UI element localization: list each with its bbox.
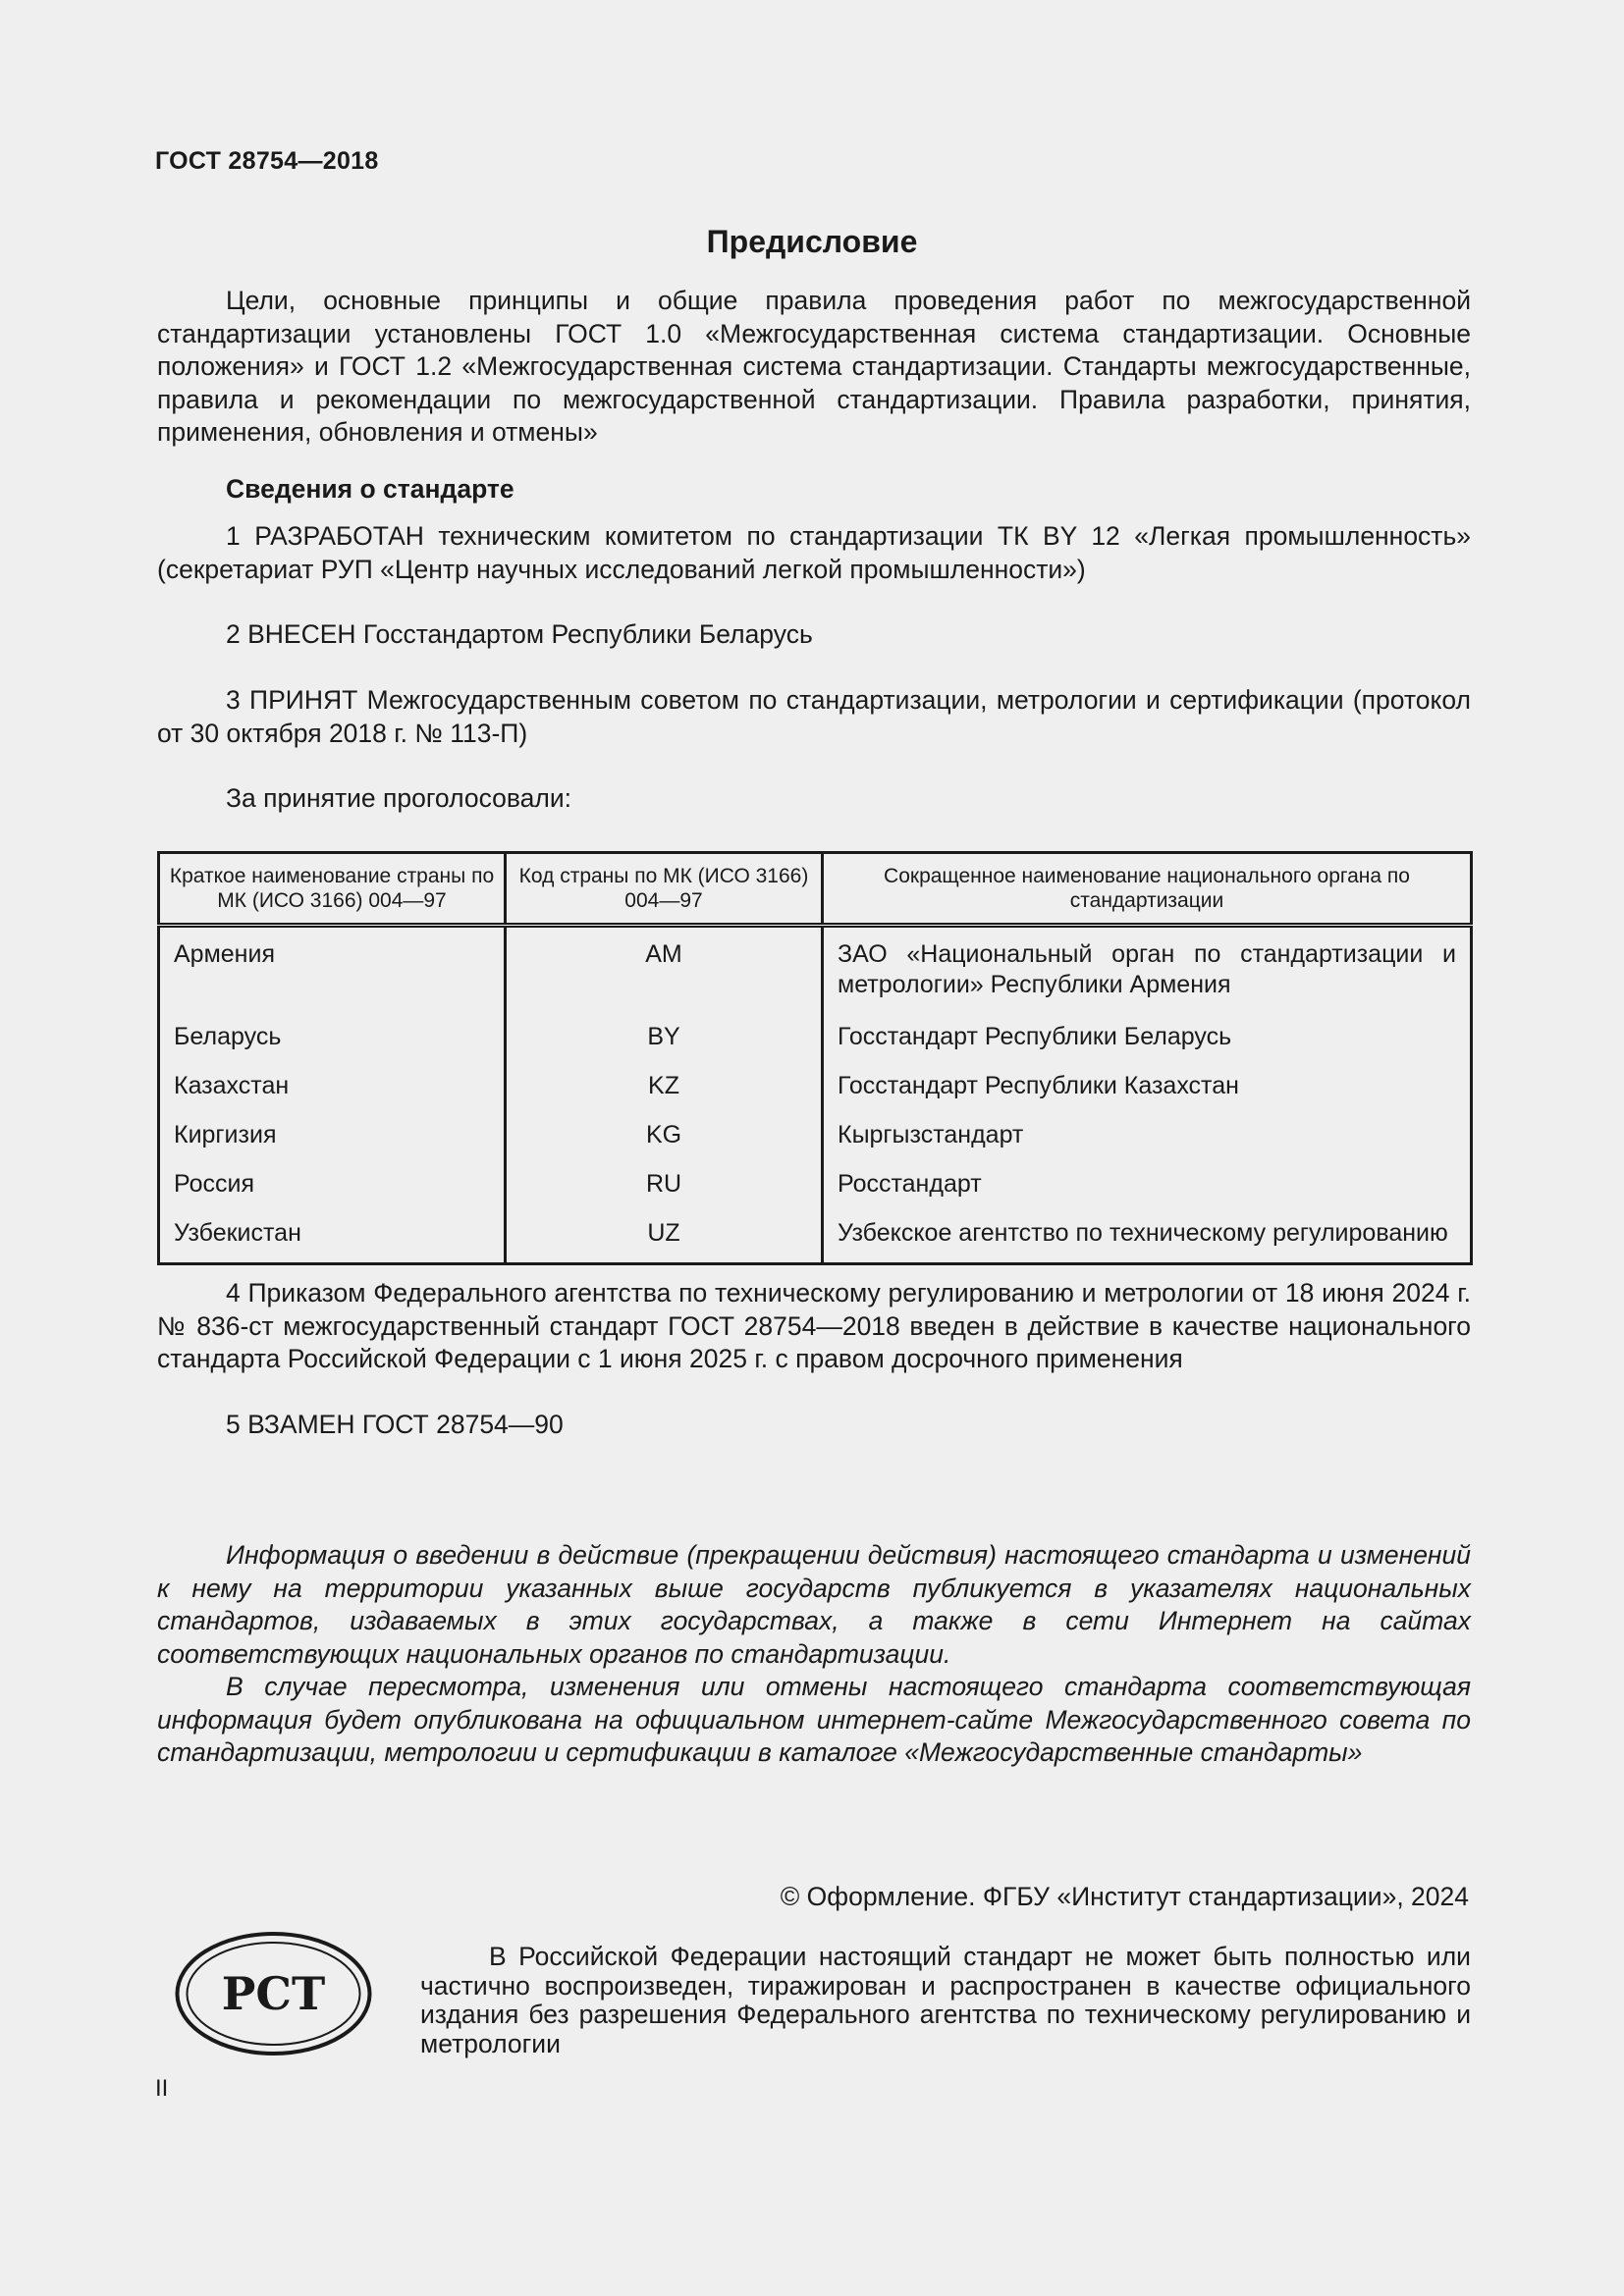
item-5-text: 5 ВЗАМЕН ГОСТ 28754—90 xyxy=(226,1410,564,1439)
cell-country: Беларусь xyxy=(159,1014,506,1063)
notice-2-text: В случае пересмотра, изменения или отмены настоящего стандарта соответствующая информация будет опубликована на официальном интернет-сайте Межгосударственного совета по стандартизации, метрологии и сертификации в каталоге «Межгосударственные стандарты» xyxy=(157,1672,1471,1767)
intro-paragraph xyxy=(157,285,1471,450)
copyright-line: © Оформление. ФГБУ «Институт стандартизации», 2024 xyxy=(780,1882,1469,1911)
item-3 xyxy=(157,684,1471,750)
cell-country: Россия xyxy=(159,1161,506,1210)
table-row xyxy=(159,1161,1472,1210)
cell-country: Узбекистан xyxy=(159,1210,506,1264)
page-number: II xyxy=(155,2075,169,2102)
voted-intro-text: За принятие проголосовали: xyxy=(226,783,572,813)
cell-org: Госстандарт Республики Беларусь xyxy=(838,1023,1232,1050)
intro-text: Цели, основные принципы и общие правила проведения работ по межгосударственной стандартизации установлены ГОСТ 1.0 «Межгосударственная система стандартизации. Основные положения» и ГОСТ 1.2 «Межгосударственная система стандартизации. Стандарты межгосударственные, правила и рекомендации по межгосударственной стандартизации. Правила разработки, принятия, применения, обновления и отмены» xyxy=(157,286,1471,447)
cell-code: AM xyxy=(506,926,823,1015)
notice-1-text: Информация о введении в действие (прекращении действия) настоящего стандарта и изменений к нему на территории указанных выше государств публикуется в указателях национальных стандартов, издаваемых в этих государствах, а также в сети Интернет на сайтах соответствующих национальных органов по стандартизации. xyxy=(157,1540,1471,1669)
cell-org: Кыргызстандарт xyxy=(838,1121,1024,1148)
table-header-row xyxy=(159,853,1472,926)
header-code: Код страны по МК (ИСО 3166) 004—97 xyxy=(506,853,823,926)
cell-code: BY xyxy=(506,1014,823,1063)
notice-paragraph-1 xyxy=(157,1539,1471,1671)
item-4 xyxy=(157,1277,1471,1376)
legal-notice-text: В Российской Федерации настоящий стандарт не может быть полностью или частично воспроизведен, тиражирован и распространен в качестве официального издания без разрешения Федерального агентства по техническому регулированию и метрологии xyxy=(420,1942,1471,2058)
item-1 xyxy=(157,520,1471,586)
item-2-text: 2 ВНЕСЕН Госстандартом Республики Беларусь xyxy=(226,619,813,649)
cell-code: UZ xyxy=(506,1210,823,1264)
item-5 xyxy=(157,1409,1471,1442)
item-1-text: 1 РАЗРАБОТАН техническим комитетом по стандартизации ТК BY 12 «Легкая промышленность» (секретариат РУП «Центр научных исследований легкой промышленности») xyxy=(157,521,1471,584)
item-2 xyxy=(157,618,1471,652)
cell-code: KG xyxy=(506,1112,823,1161)
table-row xyxy=(159,1063,1472,1112)
table-row xyxy=(159,1112,1472,1161)
voting-countries-table xyxy=(157,851,1473,1265)
page-title: Предисловие xyxy=(706,224,918,259)
cell-org: Узбекское агентство по техническому регулированию xyxy=(838,1219,1448,1247)
cell-org: ЗАО «Национальный орган по стандартизации и метрологии» Республики Армения xyxy=(838,940,1456,998)
item-3-text: 3 ПРИНЯТ Межгосударственным советом по стандартизации, метрологии и сертификации (протокол от 30 октября 2018 г. № 113-П) xyxy=(157,685,1471,748)
legal-notice xyxy=(420,1943,1471,2058)
notice-paragraph-2 xyxy=(157,1671,1471,1770)
cell-org: Госстандарт Республики Казахстан xyxy=(838,1072,1239,1099)
header-org: Сокращенное наименование национального органа по стандартизации xyxy=(823,853,1472,926)
logo-letters: РСТ xyxy=(221,1967,326,2020)
section-heading: Сведения о стандарте xyxy=(226,474,514,504)
table-row xyxy=(159,926,1472,1015)
cell-country: Киргизия xyxy=(159,1112,506,1161)
cell-org: Росстандарт xyxy=(838,1170,982,1198)
header-country: Краткое наименование страны по МК (ИСО 3166) 004—97 xyxy=(159,853,506,926)
cell-country: Казахстан xyxy=(159,1063,506,1112)
cell-code: KZ xyxy=(506,1063,823,1112)
table-row xyxy=(159,1014,1472,1063)
cell-country: Армения xyxy=(159,926,506,1015)
table-row xyxy=(159,1210,1472,1264)
item-4-text: 4 Приказом Федерального агентства по техническому регулированию и метрологии от 18 июня 2024 г. № 836-ст межгосударственный стандарт ГОСТ 28754—2018 введен в действие в качестве национального стандарта Российской Федерации с 1 июня 2025 г. с правом досрочного применения xyxy=(157,1278,1471,1373)
cell-code: RU xyxy=(506,1161,823,1210)
document-code-header: ГОСТ 28754—2018 xyxy=(155,147,379,175)
rst-certification-mark-icon xyxy=(173,1929,374,2058)
voted-intro xyxy=(157,782,1471,816)
